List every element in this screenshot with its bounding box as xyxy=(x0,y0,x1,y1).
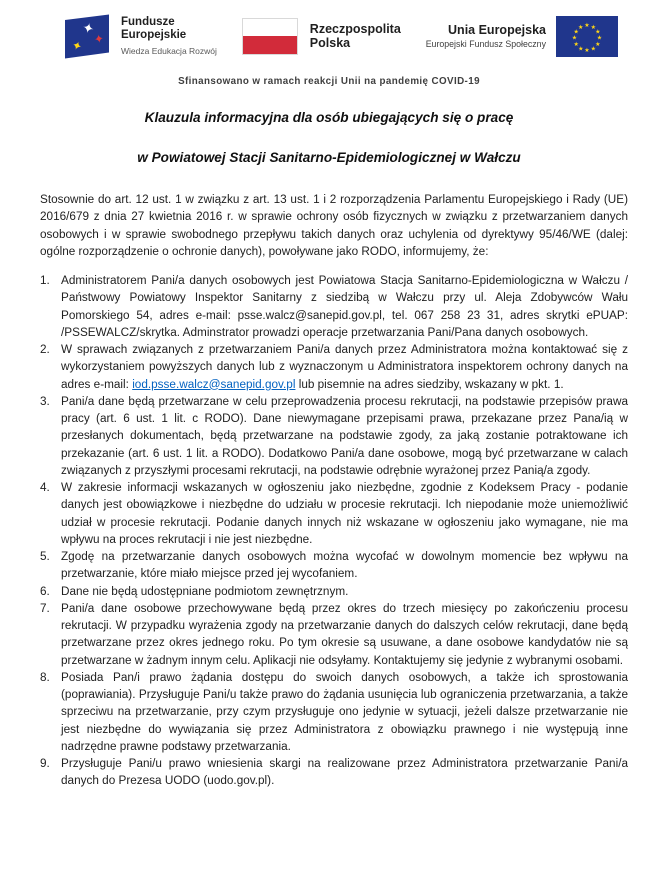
eu-name: Unia Europejska xyxy=(448,23,546,37)
list-item-number: 1. xyxy=(40,274,50,287)
poland-name-line1: Rzeczpospolita xyxy=(309,22,401,36)
fundusze-name-line1: Fundusze xyxy=(121,16,175,28)
document-subtitle: w Powiatowej Stacji Sanitarno-Epidemiologicznej w Wałczu xyxy=(137,150,521,165)
funding-note: Sfinansowano w ramach reakcji Unii na pandemię COVID-19 xyxy=(178,76,480,87)
document-title: Klauzula informacyjna dla osób ubiegających się o pracę xyxy=(144,110,514,125)
poland-flag-icon xyxy=(242,18,298,55)
list-item-number: 6. xyxy=(40,584,50,598)
svg-text:★: ★ xyxy=(584,46,590,54)
eu-text xyxy=(426,23,546,49)
svg-text:★: ★ xyxy=(590,23,596,31)
list-item-1 xyxy=(40,272,628,341)
svg-text:★: ★ xyxy=(573,27,579,35)
fundusze-europejskie-flag-icon xyxy=(62,13,112,59)
iod-email-link[interactable]: iod.psse.walcz@sanepid.gov.pl xyxy=(132,377,296,391)
list-item-number: 5. xyxy=(40,550,50,563)
list-item-number: 2. xyxy=(40,343,50,356)
logo-fundusze-europejskie xyxy=(62,13,217,59)
svg-text:★: ★ xyxy=(584,21,590,29)
list-item-number: 8. xyxy=(40,670,50,684)
list-item-number: 7. xyxy=(40,601,50,615)
list-item-text: Posiada Pan/i prawo żądania dostępu do swoich danych osobowych, a także ich sprostowania (poprawiania). Przysługuje Pani/u także prawo do żądania usunięcia lub ograniczenia przetwarzania, a także sprzeciwu na przetwarzanie, przy czym przysługuje ono jedynie w sytuacji, jeżeli dalsze przetwarzanie nie jest niezbędne do wywiązania się przez Administratora z obowiązku prawnego i nie występują inne nadrzędne prawne podstawy przetwarzania. xyxy=(61,670,628,753)
list-item-text: Zgodę na przetwarzanie danych osobowych można wycofać w dowolnym momencie bez wpływu na przetwarzanie, które miało miejsce przed jej wycofaniem. xyxy=(61,550,628,581)
eu-subtitle: Europejski Fundusz Społeczny xyxy=(425,39,546,49)
list-item-number: 3. xyxy=(40,394,50,408)
svg-text:★: ★ xyxy=(571,34,578,42)
poland-name-line2: Polska xyxy=(309,36,351,50)
list-item-number: 9. xyxy=(40,757,50,770)
text-after-link: lub pisemnie na adres siedziby, wskazany w pkt. 1. xyxy=(295,377,564,391)
text-before-link: W sprawach związanych z przetwarzaniem Pani/a danych przez Administratora można kontaktować się z wykorzystaniem powyższych danych lub z wyznaczonym u Administratora inspektorem ochrony danych na adres e-mail: xyxy=(61,343,628,391)
svg-text:★: ★ xyxy=(590,45,596,52)
list-item-7 xyxy=(40,600,628,669)
poland-text xyxy=(310,22,401,50)
list-item-text: Pani/a dane osobowe przechowywane będą przez okres do trzech miesięcy po zakończeniu procesu rekrutacji. W przypadku wyrażenia zgody na przetwarzanie danych do dalszych celów rekrutacji, dane będą przetwarzane przez okres jednego roku. Po tym okresie są usuwane, a dane osobowe kandydatów nie są przetwarzane w żadnym innym celu. Aplikacji nie odsyłamy. Kontaktujemy się jedynie z wybranymi osobami. xyxy=(61,601,628,667)
svg-text:★: ★ xyxy=(573,40,579,48)
svg-text:★: ★ xyxy=(577,23,584,31)
svg-text:✦: ✦ xyxy=(69,37,85,55)
logos-header xyxy=(0,0,658,59)
logo-unia-europejska xyxy=(426,16,618,57)
list-item-text: Administratorem Pani/a danych osobowych jest Powiatowa Stacja Sanitarno-Epidemiologiczna w Wałczu / Państwowy Powiatowy Inspektor Sanitarny z siedzibą w Wałczu przy ul. Aleja Zdobywców Wału Pomorskiego 54, adres e-mail: psse.walcz@sanepid.gov.pl, tel. 067 258 23 31, adres skrytki ePUAP: /PSSEWALCZ/skrytka. Adminstrator prowadzi operacje przetwarzania Pani/Pana danych osobowych. xyxy=(61,274,628,339)
svg-text:★: ★ xyxy=(595,40,601,48)
svg-text:★: ★ xyxy=(595,27,601,35)
eu-flag-icon xyxy=(556,16,618,57)
list-item-text xyxy=(61,343,628,391)
document-body xyxy=(0,191,658,790)
fundusze-subtitle: Wiedza Edukacja Rozwój xyxy=(121,46,217,56)
svg-text:✦: ✦ xyxy=(92,31,106,47)
svg-text:✦: ✦ xyxy=(80,19,96,39)
list-item-text: Dane nie będą udostępniane podmiotom zewnętrznym. xyxy=(61,584,349,598)
list-item-text: Pani/a dane będą przetwarzane w celu przeprowadzenia procesu rekrutacji, na podstawie przepisów prawa pracy (art. 6 ust. 1 lit. c RODO). Dane niewymagane przepisami prawa, przekazane przez Pana/ią w przesłanych dokumentach, będą przetwarzane na podstawie zgody, za jaką zostanie potraktowane ich przekazanie (art. 6 ust. 1 lit. a RODO). Dodatkowo Pani/a dane osobowe, mogą być przetwarzane w calach związanych z przyszłymi procesami rekrutacji, na podstawie odrębnie wyrażonej przez Panią/a zgody. xyxy=(61,394,628,477)
list-item-2 xyxy=(40,341,628,393)
list-item-9 xyxy=(40,755,628,790)
fundusze-europejskie-text xyxy=(121,16,217,56)
list-item-5 xyxy=(40,548,628,583)
list-item-text: Przysługuje Pani/u prawo wniesienia skargi na realizowane przez Administratora przetwarzanie Pani/a danych do Prezesa UODO (uodo.gov.pl). xyxy=(61,757,628,788)
svg-text:★: ★ xyxy=(578,45,584,52)
info-list xyxy=(40,272,628,790)
list-item-4 xyxy=(40,479,628,548)
intro-paragraph: Stosownie do art. 12 ust. 1 w związku z art. 13 ust. 1 i 2 rozporządzenia Parlamentu Europejskiego i Rady (UE) 2016/679 z dnia 27 kwietnia 2016 r. w sprawie ochrony osób fizycznych w związku z przetwarzaniem danych osobowych i w sprawie swobodnego przepływu takich danych oraz uchylenia od dyrektywy 95/46/WE (dalej: ogólne rozporządzenie o ochronie danych), powoływane jako RODO, informujemy, że: xyxy=(40,193,628,258)
fundusze-name-line2: Europejskie xyxy=(121,29,187,41)
list-item-text: W zakresie informacji wskazanych w ogłoszeniu jako niezbędne, zgodnie z Kodeksem Pracy - podanie danych jest obowiązkowe i niezbędne do udziału w procesie rekrutacji. Ich niepodanie może uniemożliwić udział w procesie rekrutacji. Podanie danych innych niż wskazane w ogłoszeniu jako wymagane, nie ma wpływu na proces rekrutacji i nie jest niezbędne. xyxy=(61,481,628,546)
logo-rzeczpospolita-polska xyxy=(242,18,401,55)
list-item-6 xyxy=(40,583,628,600)
svg-text:★: ★ xyxy=(596,34,603,42)
list-item-number: 4. xyxy=(40,481,50,494)
list-item-8 xyxy=(40,669,628,755)
list-item-3 xyxy=(40,393,628,479)
